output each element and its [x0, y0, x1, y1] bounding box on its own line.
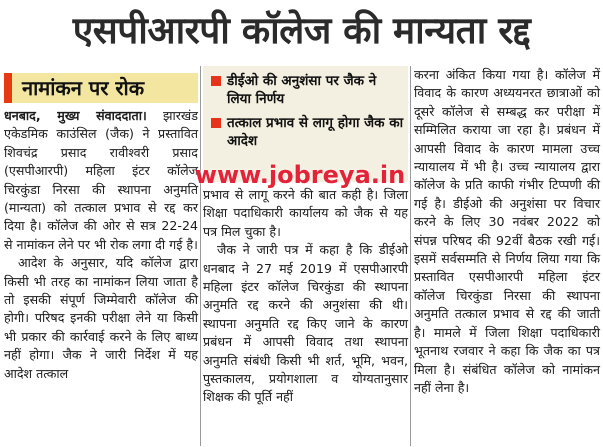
- column1-paragraph-1: [4, 107, 198, 254]
- column1-paragraph-2: आदेश के अनुसार, यदि कॉलेज द्वारा किसी भी तरह का नामांकन लिया जाता है तो इसकी संपूर्ण जिम्मेवारी कॉलेज की होगी। परिषद इनकी परीक्षा लेने या किसी भी प्रकार की कार्रवाई करने के लिए बाध्य नहीं होगा। जैक ने जारी निर्देश में यह आदेश तत्काल: [4, 255, 198, 381]
- square-bullet-icon: [211, 76, 221, 86]
- column3-paragraph-1: करना अंकित किया गया है। कॉलेज में विवाद के कारण अध्ययनरत छात्राओं को दूसरे कॉलेज से सम्बद्ध कर परीक्षा में सम्मिलित कराया जा रहा है। प्रबंधन में आपसी विवाद के कारण मामला उच्च न्यायालय में भी है। उच्च न्यायालय द्वारा कॉलेज के प्रति काफी गंभीर टिप्पणी की गई है। डीईओ की अनुशंसा पर विचार करने के लिए 30 नवंबर 2022 को संपन्न परिषद की 92वीं बैठक रखी गई। इसमें सर्वसम्मति से निर्णय लिया गया कि प्रस्तावित एसपीआरपी महिला इंटर कॉलेज चिरकुंडा निरसा की स्थापना अनुमति तत्काल प्रभाव से रद्द की जाती है। मामले में जिला शिक्षा पदाधिकारी भूतनाथ रजवार ने कहा कि जैक का पत्र मिला है। संबंधित कॉलेज को नामांकन नहीं लेना है।: [414, 67, 600, 395]
- article-column-3: [414, 66, 600, 397]
- column-divider-2: [410, 66, 411, 446]
- watermark-text: www.jobreya.in: [194, 161, 406, 189]
- article-column-1: [4, 107, 198, 383]
- column2-paragraph-2: जैक ने जारी पत्र में कहा है कि डीईओ धनबाद ने 27 मई 2019 में एसपीआरपी महिला इंटर कॉलेज चिरकुंडा की स्थापना अनुमति रद्द करने की अनुशंसा की थी। स्थापना अनुमति रद्द किए जाने के कारण प्रबंधन में आपसी विवाद तथा स्थापना अनुमति संबंधी किसी भी शर्त, भूमि, भवन, पुस्तकालय, प्रयोगशाला व योग्यतानुसार शिक्षक की पूर्ति नहीं: [203, 242, 408, 405]
- square-bullet-icon: [211, 118, 221, 128]
- article-column-2: [203, 186, 408, 407]
- column2-paragraph-1: प्रभाव से लागू करने की बात कही है। जिला शिक्षा पदाधिकारी कार्यालय को जैक से यह पत्र मिल चुका है।: [203, 187, 408, 239]
- dateline: धनबाद, मुख्य संवाददाता।: [4, 108, 147, 123]
- column-divider-1: [200, 66, 201, 446]
- headline: एसपीआरपी कॉलेज की मान्यता रद्द: [72, 9, 531, 52]
- highlight-text: तत्काल प्रभाव से लागू होगा जैक का आदेश: [227, 115, 404, 149]
- highlight-text: डीईओ की अनुशंसा पर जैक ने लिया निर्णय: [227, 73, 377, 107]
- highlight-item: [209, 72, 404, 108]
- highlight-item: [209, 114, 404, 150]
- column1-text-1: झारखंड एकेडमिक काउंसिल (जैक) ने प्रस्तावित शिवचंद्र प्रसाद रावीश्वरी प्रसाद (एसपीआरपी) महिला इंटर कॉलेज चिरकुंडा निरसा की स्थापना अनुमति (मान्यता) को तत्काल प्रभाव से रद्द कर दिया है। कॉलेज की ओर से सत्र 22-24 से नामांकन लेने पर भी रोक लगा दी गई है।: [4, 108, 198, 252]
- kicker-label: नामांकन पर रोक: [4, 73, 198, 103]
